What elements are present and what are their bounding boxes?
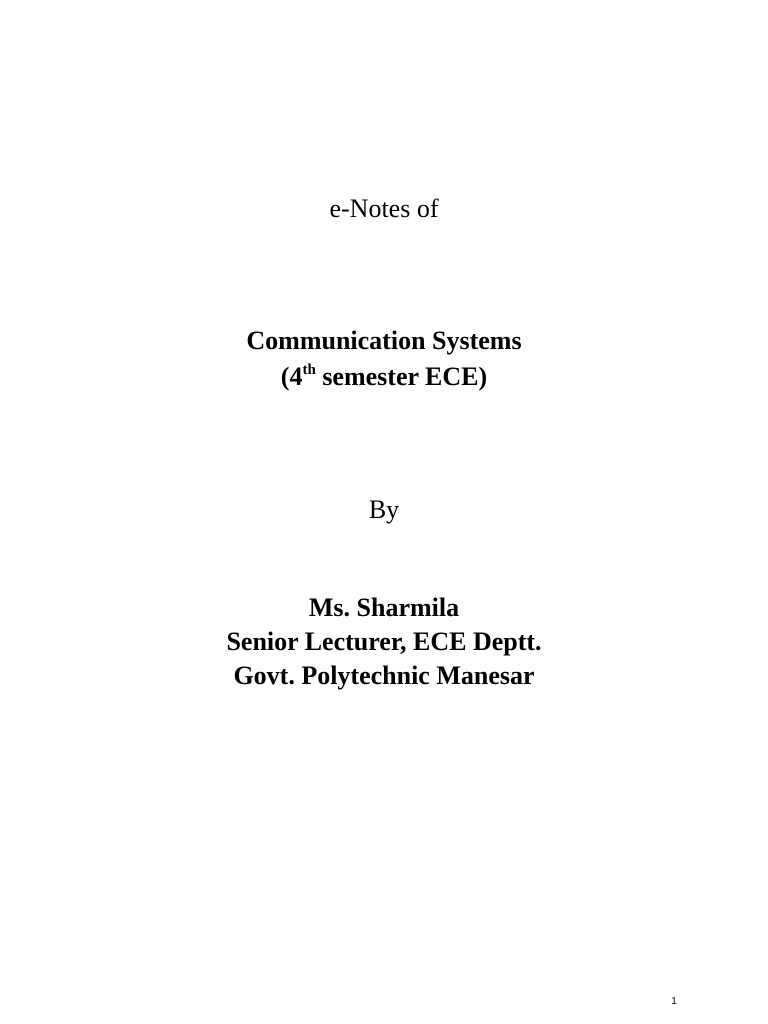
institution-name: Govt. Polytechnic Manesar — [233, 661, 535, 690]
subject-title: Communication Systems — [246, 326, 522, 355]
author-title: Senior Lecturer, ECE Deptt. — [226, 627, 542, 656]
by-text: By — [368, 495, 400, 524]
semester-open: (4 — [280, 362, 303, 391]
semester-superscript: th — [302, 362, 316, 378]
author-name: Ms. Sharmila — [308, 593, 460, 622]
intro-text: e-Notes of — [329, 194, 439, 223]
page-number: 1 — [671, 996, 677, 1007]
semester-rest: semester ECE) — [315, 362, 488, 391]
semester-line — [0, 364, 768, 390]
